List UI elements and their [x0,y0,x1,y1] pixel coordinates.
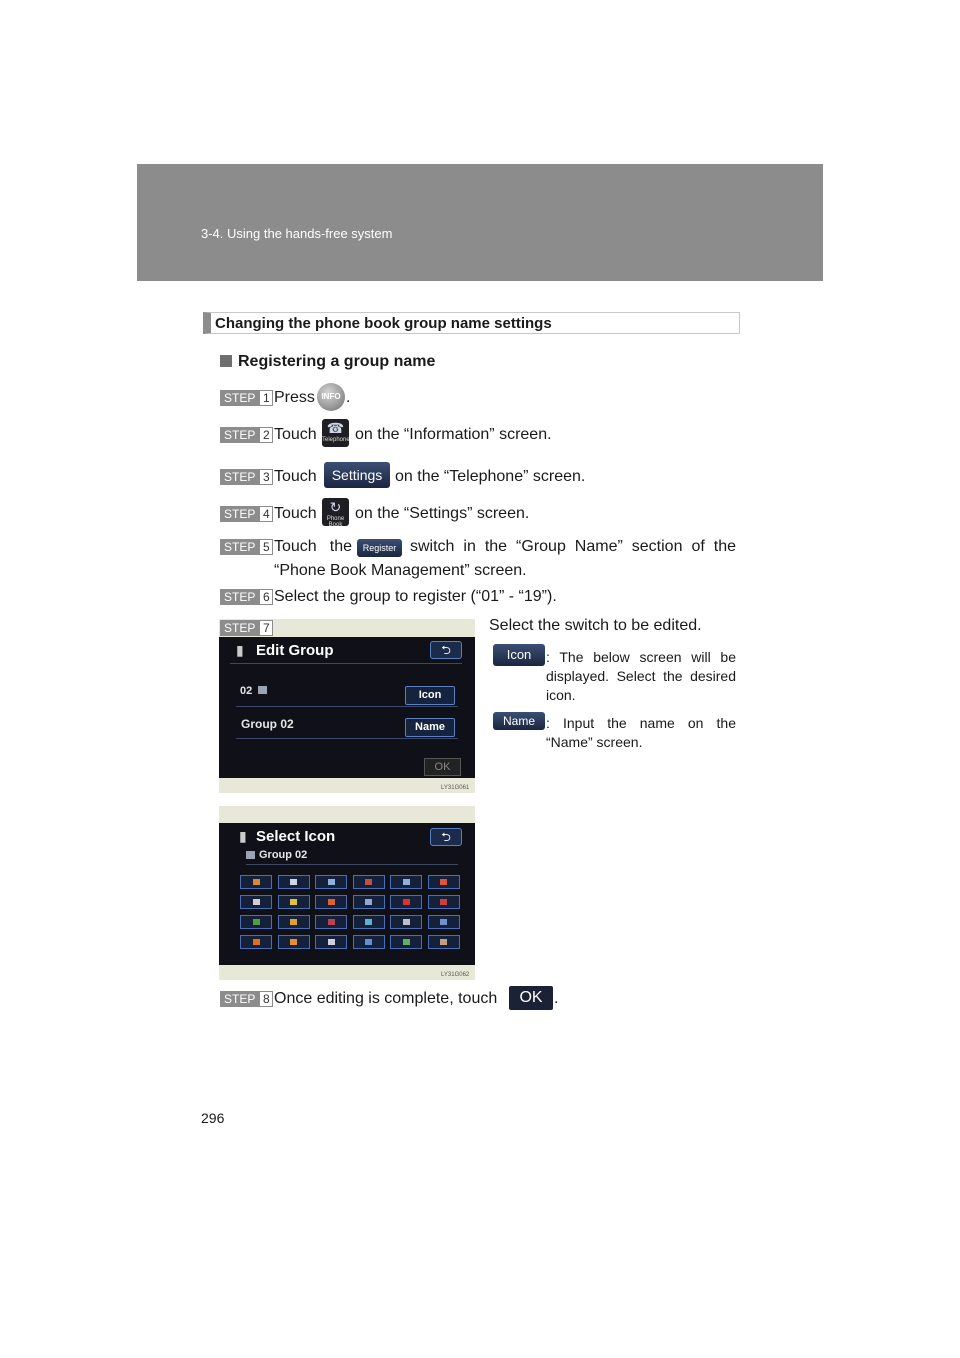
group-glyph-icon [440,879,447,885]
subsection-title: Registering a group name [238,353,436,370]
group-glyph-icon [328,919,335,925]
step-1-text: Press [274,389,315,406]
phone-book-icon: ↻ Phone Book [322,498,349,526]
step-badge-6: STEP 6 [220,589,273,605]
section-title: Changing the phone book group name settings [215,315,552,332]
group-name-value: Group 02 [241,717,294,731]
phone-icon: ▮ [236,642,244,658]
group-glyph-icon [403,919,410,925]
back-arrow-icon: ⮌ [430,641,462,659]
select-icon-group-name: Group 02 [259,849,308,861]
group-glyph-icon [403,939,410,945]
group-glyph-icon [403,899,410,905]
icon-option-8 [278,895,310,909]
group-glyph-icon [403,879,410,885]
icon-option-1 [240,875,272,889]
group-glyph-icon [290,899,297,905]
icon-option-20 [278,935,310,949]
group-glyph-icon [253,899,260,905]
select-icon-title: Select Icon [256,828,336,845]
icon-grid [240,875,458,951]
back-arrow-icon-2: ⮌ [430,828,462,846]
step-badge-4: STEP 4 [220,506,273,522]
step-8-end: . [554,990,559,1007]
group-icon [258,686,267,694]
group-glyph-icon [328,879,335,885]
icon-option-7 [240,895,272,909]
step-3-text-end: on the “Telephone” screen. [395,468,586,485]
icon-option-12 [428,895,460,909]
group-glyph-icon [365,919,372,925]
group-glyph-icon [253,939,260,945]
step-5-text-end: “Phone Book Management” screen. [274,562,527,579]
ok-button-icon: OK [509,986,553,1010]
row-divider-2 [236,738,458,739]
step-8-text: Once editing is complete, touch [274,990,498,1007]
page-header-band [137,164,823,281]
step-4-text-end: on the “Settings” screen. [355,505,530,522]
name-button: Name [405,718,455,737]
phone-icon-2: ▮ [239,828,247,844]
group-glyph-icon [253,879,260,885]
step-badge-7: STEP 7 [220,620,273,636]
step-2-text-end: on the “Information” screen. [355,426,552,443]
step-4-text: Touch [274,505,317,522]
step-3-text: Touch [274,468,317,485]
icon-option-10 [353,895,385,909]
group-icon-2 [246,851,255,859]
group-glyph-icon [290,919,297,925]
title-divider [230,663,462,664]
step-1-end: . [346,389,351,406]
icon-option-18 [428,915,460,929]
group-glyph-icon [365,899,372,905]
square-bullet-icon [220,355,232,367]
icon-option-9 [315,895,347,909]
step-badge-1: STEP 1 [220,390,273,406]
group-glyph-icon [440,919,447,925]
name-switch-description: : Input the name on the “Name” screen. [546,715,736,750]
icon-option-16 [353,915,385,929]
icon-option-4 [353,875,385,889]
group-glyph-icon [440,899,447,905]
icon-option-15 [315,915,347,929]
subsection-heading [220,353,435,371]
row-divider [236,706,458,707]
icon-option-2 [278,875,310,889]
telephone-icon: ☎ Telephone [322,419,349,447]
step-badge-5: STEP 5 [220,539,273,555]
step-6-text: Select the group to register (“01” - “19”). [274,588,557,605]
icon-option-22 [353,935,385,949]
icon-option-3 [315,875,347,889]
icon-option-17 [390,915,422,929]
group-glyph-icon [365,879,372,885]
figure-code-2: LY31G062 [441,972,470,978]
icon-option-24 [428,935,460,949]
group-glyph-icon [290,939,297,945]
register-button-icon: Register [357,539,402,557]
icon-option-5 [390,875,422,889]
group-glyph-icon [365,939,372,945]
edit-group-title: Edit Group [256,642,334,659]
group-number: 02 [240,685,253,697]
group-glyph-icon [290,879,297,885]
group-glyph-icon [440,939,447,945]
step-5-text: Touch the [274,538,352,555]
icon-switch-icon: Icon [493,644,545,666]
name-switch-icon: Name [493,712,545,730]
icon-option-21 [315,935,347,949]
icon-option-13 [240,915,272,929]
step-badge-3: STEP 3 [220,469,273,485]
group-glyph-icon [328,939,335,945]
ok-button-disabled: OK [424,758,461,776]
group-glyph-icon [253,919,260,925]
group-glyph-icon [328,899,335,905]
step-7-text: Select the switch to be edited. [489,617,702,634]
icon-option-19 [240,935,272,949]
figure-code: LY31G061 [441,785,470,791]
page-number: 296 [201,1110,225,1126]
step-badge-2: STEP 2 [220,427,273,443]
info-button-icon: INFO [317,383,345,411]
icon-option-14 [278,915,310,929]
step-badge-8: STEP 8 [220,991,273,1007]
header-title: 3-4. Using the hands-free system [201,226,393,241]
step-2-text: Touch [274,426,317,443]
settings-button-icon: Settings [324,462,390,488]
icon-button: Icon [405,686,455,705]
title-divider-2 [246,864,458,865]
icon-option-11 [390,895,422,909]
icon-option-6 [428,875,460,889]
icon-switch-description: : The below screen will be displayed. Select the desired icon. [546,649,736,703]
icon-option-23 [390,935,422,949]
step-5-text-mid: switch in the “Group Name” section of the [410,538,736,555]
